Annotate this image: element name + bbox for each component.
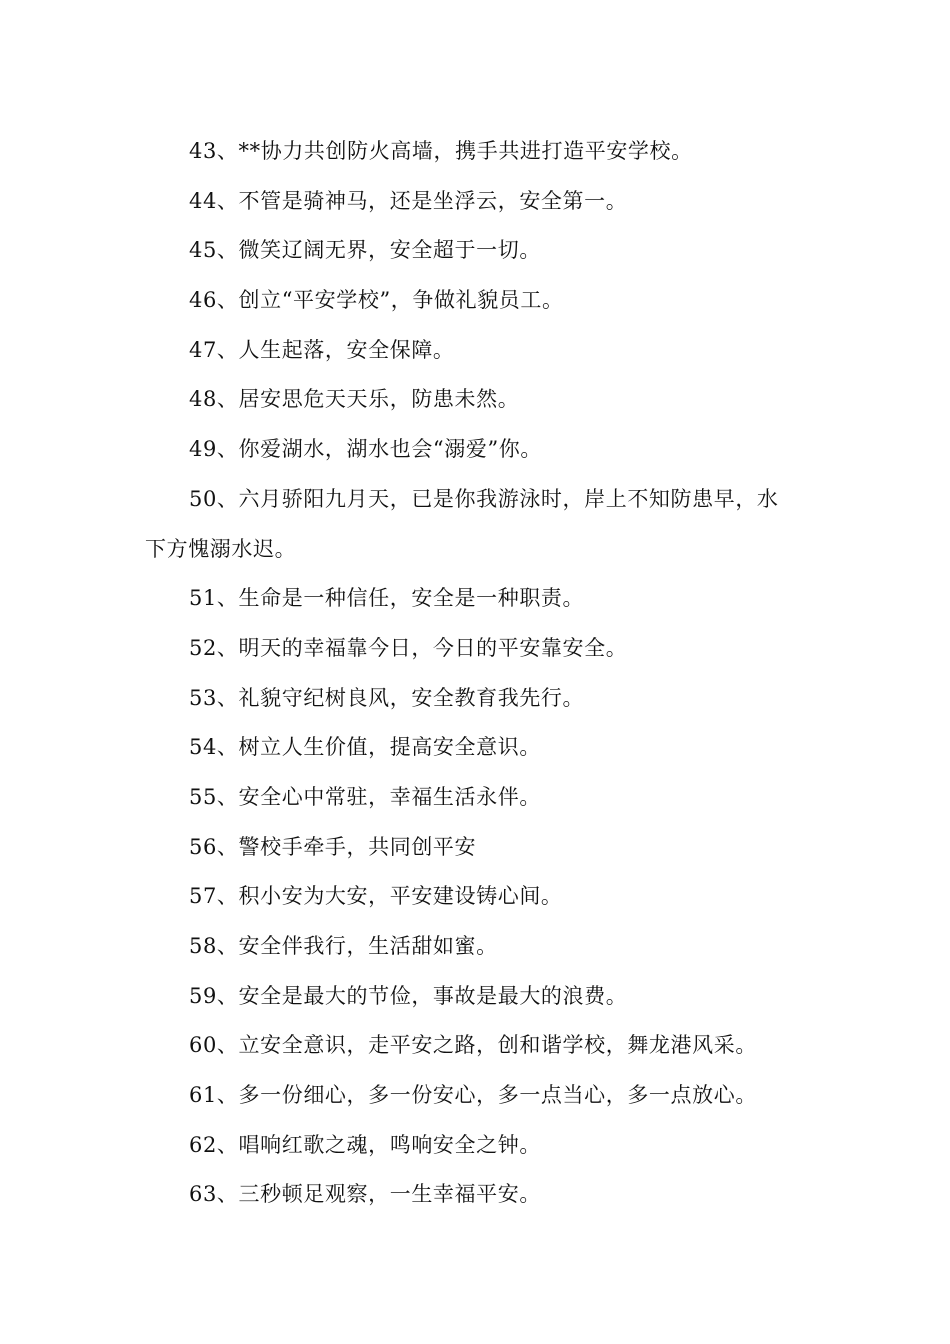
slogan-line: 63、三秒顿足观察，一生幸福平安。 xyxy=(189,1182,541,1207)
slogan-line: 60、立安全意识，走平安之路，创和谐学校，舞龙港风采。 xyxy=(189,1033,757,1058)
slogan-line: 52、明天的幸福靠今日，今日的平安靠安全。 xyxy=(189,635,628,660)
slogan-line: 49、你爱湖水，湖水也会“溺爱”你。 xyxy=(189,437,542,462)
slogan-line: 43、**协力共创防火高墙，携手共进打造平安学校。 xyxy=(189,139,693,163)
slogan-line: 47、人生起落，安全保障。 xyxy=(189,337,455,362)
slogan-line: 62、唱响红歌之魂，鸣响安全之钟。 xyxy=(189,1132,541,1157)
document-body xyxy=(145,127,815,1220)
slogan-line: 56、警校手牵手，共同创平安 xyxy=(189,834,477,859)
slogan-line: 61、多一份细心，多一份安心，多一点当心，多一点放心。 xyxy=(189,1083,757,1108)
slogan-line: 55、安全心中常驻，幸福生活永伴。 xyxy=(189,784,541,809)
slogan-line-continuation: 下方愧溺水迟。 xyxy=(145,536,297,561)
slogan-line: 54、树立人生价值，提高安全意识。 xyxy=(189,735,541,760)
slogan-line: 44、不管是骑神马，还是坐浮云，安全第一。 xyxy=(189,188,628,213)
slogan-line: 48、居安思危天天乐，防患未然。 xyxy=(189,387,520,412)
slogan-line: 57、积小安为大安，平安建设铸心间。 xyxy=(189,884,563,909)
slogan-line: 59、安全是最大的节俭，事故是最大的浪费。 xyxy=(189,983,628,1008)
slogan-line: 46、创立“平安学校”，争做礼貌员工。 xyxy=(189,288,564,313)
slogan-line: 45、微笑辽阔无界，安全超于一切。 xyxy=(189,238,541,263)
slogan-line: 51、生命是一种信任，安全是一种职责。 xyxy=(189,586,585,611)
slogan-line: 53、礼貌守纪树良风，安全教育我先行。 xyxy=(189,685,585,710)
slogan-line: 50、六月骄阳九月天，已是你我游泳时，岸上不知防患早，水 xyxy=(189,486,779,511)
slogan-line: 58、安全伴我行，生活甜如蜜。 xyxy=(189,934,498,958)
